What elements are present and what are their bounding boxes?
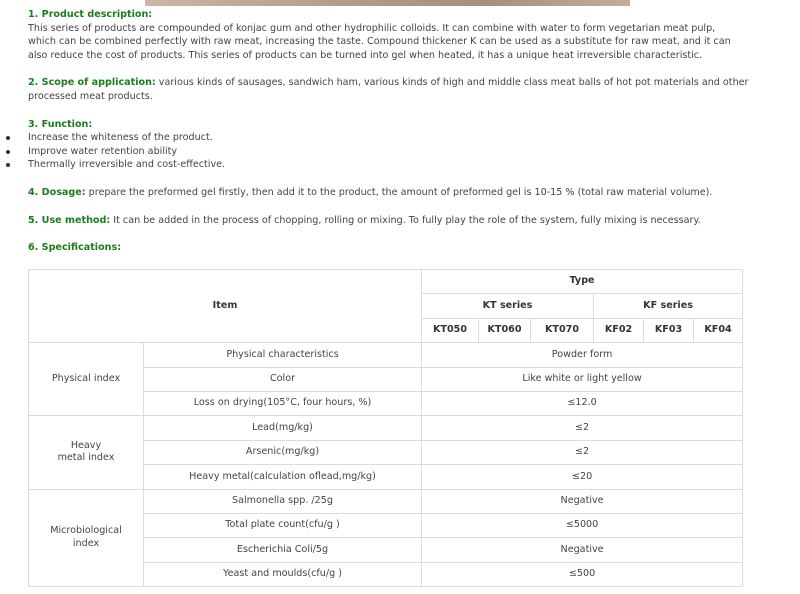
scope-text-line1: various kinds of sausages, sandwich ham, various kinds of high and middle class meat balls of hot pot materials and other	[155, 77, 749, 89]
row-item: Color	[144, 367, 422, 391]
model-kf03: KF03	[644, 318, 694, 342]
function-item: Increase the whiteness of the product.	[28, 131, 758, 145]
row-item: Loss on drying(105°C, four hours, %)	[144, 391, 422, 415]
dosage	[28, 186, 758, 200]
description-line: also reduce the cost of products. This series of products can be turned into gel when heated, it has a unique heat irreversible characteristic.	[28, 49, 703, 61]
row-item: Yeast and moulds(cfu/g )	[144, 562, 422, 586]
model-kt050: KT050	[422, 318, 479, 342]
model-kt070: KT070	[531, 318, 594, 342]
row-item: Physical characteristics	[144, 343, 422, 367]
row-value: ≤2	[422, 416, 743, 440]
row-value: ≤20	[422, 465, 743, 489]
product-banner-image	[145, 0, 630, 6]
function-item: Thermally irreversible and cost-effective.	[28, 158, 758, 172]
row-value: ≤5000	[422, 513, 743, 537]
row-value: Negative	[422, 538, 743, 562]
product-details	[28, 8, 758, 255]
scope-of-application	[28, 76, 758, 103]
table-row	[29, 416, 743, 440]
function-item: Improve water retention ability	[28, 145, 758, 159]
dosage-heading: 4. Dosage:	[28, 186, 86, 198]
row-item: Heavy metal(calculation oflead,mg/kg)	[144, 465, 422, 489]
table-row	[29, 343, 743, 367]
row-item: Lead(mg/kg)	[144, 416, 422, 440]
model-kf02: KF02	[594, 318, 644, 342]
kf-series-header: KF series	[594, 294, 743, 318]
scope-heading: 2. Scope of application:	[28, 77, 156, 89]
item-header: Item	[29, 270, 422, 343]
row-value: ≤12.0	[422, 391, 743, 415]
type-header: Type	[422, 270, 743, 294]
row-item: Escherichia Coli/5g	[144, 538, 422, 562]
description-line: This series of products are compounded of konjac gum and other hydrophilic colloids. It can combine with water to form vegetarian meat pulp,	[28, 22, 716, 34]
row-item: Arsenic(mg/kg)	[144, 440, 422, 464]
product-description-text	[28, 22, 758, 63]
row-value: Like white or light yellow	[422, 367, 743, 391]
model-kt060: KT060	[479, 318, 531, 342]
row-value: Negative	[422, 489, 743, 513]
row-value: ≤2	[422, 440, 743, 464]
row-value: ≤500	[422, 562, 743, 586]
group-microbiological-index: Microbiological index	[29, 489, 144, 587]
specifications-table	[28, 269, 743, 587]
model-kf04: KF04	[694, 318, 743, 342]
row-item: Salmonella spp. /25g	[144, 489, 422, 513]
scope-text-line2: processed meat products.	[28, 90, 153, 102]
function-list	[28, 131, 758, 172]
group-physical-index: Physical index	[29, 343, 144, 416]
use-method-text: It can be added in the process of chopping, rolling or mixing. To fully play the role of the system, fully mixing is necessary.	[110, 214, 701, 226]
use-method-heading: 5. Use method:	[28, 214, 111, 226]
table-row	[29, 489, 743, 513]
product-description-heading: 1. Product description:	[28, 9, 153, 20]
kt-series-header: KT series	[422, 294, 594, 318]
description-line: which can be combined perfectly with raw meat, increasing the taste. Compound thickener K can be used as a substitute for raw meat, and it can	[28, 36, 731, 48]
group-heavy-metal-index: Heavy metal index	[29, 416, 144, 489]
row-value: Powder form	[422, 343, 743, 367]
row-item: Total plate count(cfu/g )	[144, 513, 422, 537]
dosage-text: prepare the preformed gel firstly, then add it to the product, the amount of preformed gel is 10-15 % (total raw material volume).	[85, 186, 713, 198]
use-method	[28, 214, 758, 228]
specifications-heading: 6. Specifications:	[28, 242, 122, 254]
function-heading: 3. Function:	[28, 118, 93, 130]
